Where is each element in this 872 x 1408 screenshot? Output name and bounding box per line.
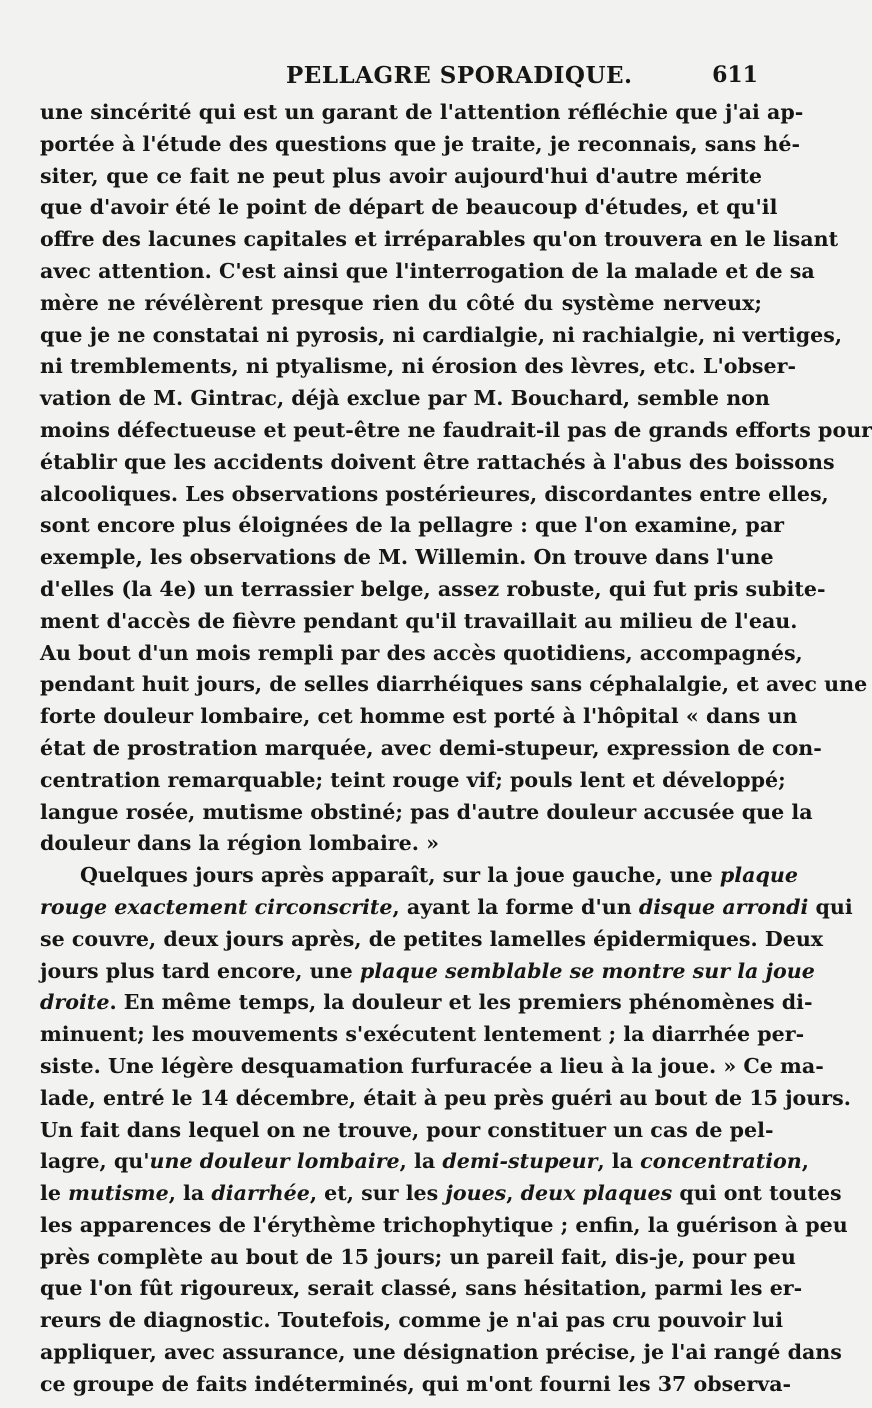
text-line bbox=[40, 1305, 784, 1337]
text-segment: , bbox=[801, 1149, 809, 1174]
text-line: portée à l'étude des questions que je traite, je reconnais, sans hé- bbox=[40, 131, 801, 156]
text-line bbox=[40, 1083, 851, 1115]
running-title: PELLAGRE SPORADIQUE. bbox=[286, 62, 633, 89]
text-line: siter, que ce fait ne peut plus avoir aujourd'hui d'autre mérite bbox=[40, 163, 762, 188]
text-line bbox=[40, 956, 815, 988]
text-line bbox=[40, 924, 824, 956]
text-line bbox=[40, 1178, 842, 1210]
emphasis-text: une douleur lombaire bbox=[149, 1149, 400, 1174]
text-segment: le bbox=[40, 1181, 69, 1206]
emphasis-text: demi-stupeur bbox=[442, 1149, 598, 1174]
emphasis-text: plaque bbox=[719, 863, 798, 888]
text-segment: , et, sur les bbox=[309, 1181, 446, 1206]
text-segment: qui ont toutes bbox=[672, 1181, 842, 1206]
text-segment: Un fait dans lequel on ne trouve, pour constituer un cas de pel- bbox=[40, 1117, 774, 1142]
text-segment: ce groupe de faits indéterminés, qui m'ont fourni les 37 observa- bbox=[40, 1371, 792, 1396]
text-segment: près complète au bout de 15 jours; un pareil fait, dis-je, pour peu bbox=[40, 1244, 796, 1269]
emphasis-text: joues bbox=[445, 1181, 507, 1206]
text-segment: , bbox=[506, 1181, 521, 1206]
text-line: vation de M. Gintrac, déjà exclue par M. Bouchard, semble non bbox=[40, 386, 770, 411]
emphasis-text: disque arrondi bbox=[638, 894, 809, 919]
paragraph-2 bbox=[40, 860, 853, 1401]
emphasis-text: rouge exactement circonscrite bbox=[40, 894, 393, 919]
text-line: Au bout d'un mois rempli par des accès quotidiens, accompagnés, bbox=[40, 640, 803, 665]
text-line: alcooliques. Les observations postérieures, discordantes entre elles, bbox=[40, 481, 829, 506]
text-segment: reurs de diagnostic. Toutefois, comme je n'ai pas cru pouvoir lui bbox=[40, 1308, 784, 1333]
text-segment: lagre, qu' bbox=[40, 1149, 150, 1174]
text-line bbox=[40, 1115, 774, 1147]
text-segment: siste. Une légère desquamation furfuracée a lieu à la joue. » Ce ma- bbox=[40, 1053, 824, 1078]
text-line: une sincérité qui est un garant de l'attention réfléchie que j'ai ap- bbox=[40, 100, 804, 124]
text-line: langue rosée, mutisme obstiné; pas d'autre douleur accusée que la bbox=[40, 799, 813, 824]
text-line: avec attention. C'est ainsi que l'interrogation de la malade et de sa bbox=[40, 258, 815, 283]
text-line: que d'avoir été le point de départ de beaucoup d'études, et qu'il bbox=[40, 195, 778, 220]
text-line: exemple, les observations de M. Willemin. On trouve dans l'une bbox=[40, 545, 774, 570]
text-line bbox=[40, 1051, 824, 1083]
text-line: offre des lacunes capitales et irréparables qu'on trouvera en le lisant bbox=[40, 227, 839, 252]
text-segment: lade, entré le 14 décembre, était à peu près guéri au bout de 15 jours. bbox=[40, 1085, 851, 1110]
emphasis-text: mutisme bbox=[68, 1181, 169, 1206]
text-line: forte douleur lombaire, cet homme est porté à l'hôpital « dans un bbox=[40, 704, 798, 729]
text-line bbox=[40, 1242, 796, 1274]
paragraph-1 bbox=[40, 97, 872, 860]
text-segment: appliquer, avec assurance, une désignation précise, je l'ai rangé dans bbox=[40, 1340, 842, 1365]
text-line bbox=[40, 1146, 809, 1178]
text-segment: minuent; les mouvements s'exécutent lentement ; la diarrhée per- bbox=[40, 1022, 805, 1047]
emphasis-text: diarrhée bbox=[211, 1181, 310, 1206]
text-line: pendant huit jours, de selles diarrhéiques sans céphalalgie, et avec une bbox=[40, 672, 868, 697]
text-line: d'elles (la 4e) un terrassier belge, assez robuste, qui fut pris subite- bbox=[40, 576, 826, 601]
text-segment: jours plus tard encore, une bbox=[40, 958, 360, 983]
text-segment: . En même temps, la douleur et les premiers phénomènes di- bbox=[109, 990, 813, 1015]
text-line bbox=[40, 860, 798, 892]
emphasis-text: droite bbox=[40, 990, 110, 1015]
emphasis-text: plaque semblable se montre sur la joue bbox=[359, 958, 815, 983]
text-line bbox=[40, 1019, 805, 1051]
emphasis-text: concentration bbox=[640, 1149, 802, 1174]
emphasis-text: deux plaques bbox=[520, 1181, 673, 1206]
text-line: que je ne constatai ni pyrosis, ni cardialgie, ni rachialgie, ni vertiges, bbox=[40, 322, 842, 347]
text-line: ni tremblements, ni ptyalisme, ni érosion des lèvres, etc. L'obser- bbox=[40, 354, 797, 379]
page-header bbox=[40, 58, 762, 92]
text-line: ment d'accès de fièvre pendant qu'il travaillait au milieu de l'eau. bbox=[40, 608, 798, 633]
text-line bbox=[40, 987, 813, 1019]
text-segment: que l'on fût rigoureux, serait classé, sans hésitation, parmi les er- bbox=[40, 1276, 803, 1301]
text-line: mère ne révélèrent presque rien du côté du système nerveux; bbox=[40, 290, 762, 315]
text-line bbox=[40, 1273, 803, 1305]
text-segment: , ayant la forme d'un bbox=[392, 894, 639, 919]
text-segment: Quelques jours après apparaît, sur la joue gauche, une bbox=[80, 863, 720, 888]
text-line bbox=[40, 1369, 792, 1401]
text-segment: les apparences de l'érythème trichophytique ; enfin, la guérison à peu bbox=[40, 1212, 848, 1237]
text-line bbox=[40, 1337, 842, 1369]
text-segment: se couvre, deux jours après, de petites lamelles épidermiques. Deux bbox=[40, 926, 824, 951]
page-number: 611 bbox=[712, 62, 758, 88]
text-segment: , la bbox=[168, 1181, 212, 1206]
text-line: centration remarquable; teint rouge vif; pouls lent et développé; bbox=[40, 767, 786, 792]
text-line: douleur dans la région lombaire. » bbox=[40, 831, 439, 856]
text-segment: qui bbox=[808, 894, 853, 919]
text-line bbox=[40, 892, 853, 924]
text-line: sont encore plus éloignées de la pellagre : que l'on examine, par bbox=[40, 513, 785, 538]
body-text bbox=[40, 97, 872, 1401]
text-segment: , la bbox=[399, 1149, 443, 1174]
text-line: établir que les accidents doivent être rattachés à l'abus des boissons bbox=[40, 449, 835, 474]
text-line: moins défectueuse et peut-être ne faudrait-il pas de grands efforts pour bbox=[40, 417, 872, 442]
text-line bbox=[40, 1210, 848, 1242]
text-segment: , la bbox=[597, 1149, 641, 1174]
text-line: état de prostration marquée, avec demi-stupeur, expression de con- bbox=[40, 735, 822, 760]
